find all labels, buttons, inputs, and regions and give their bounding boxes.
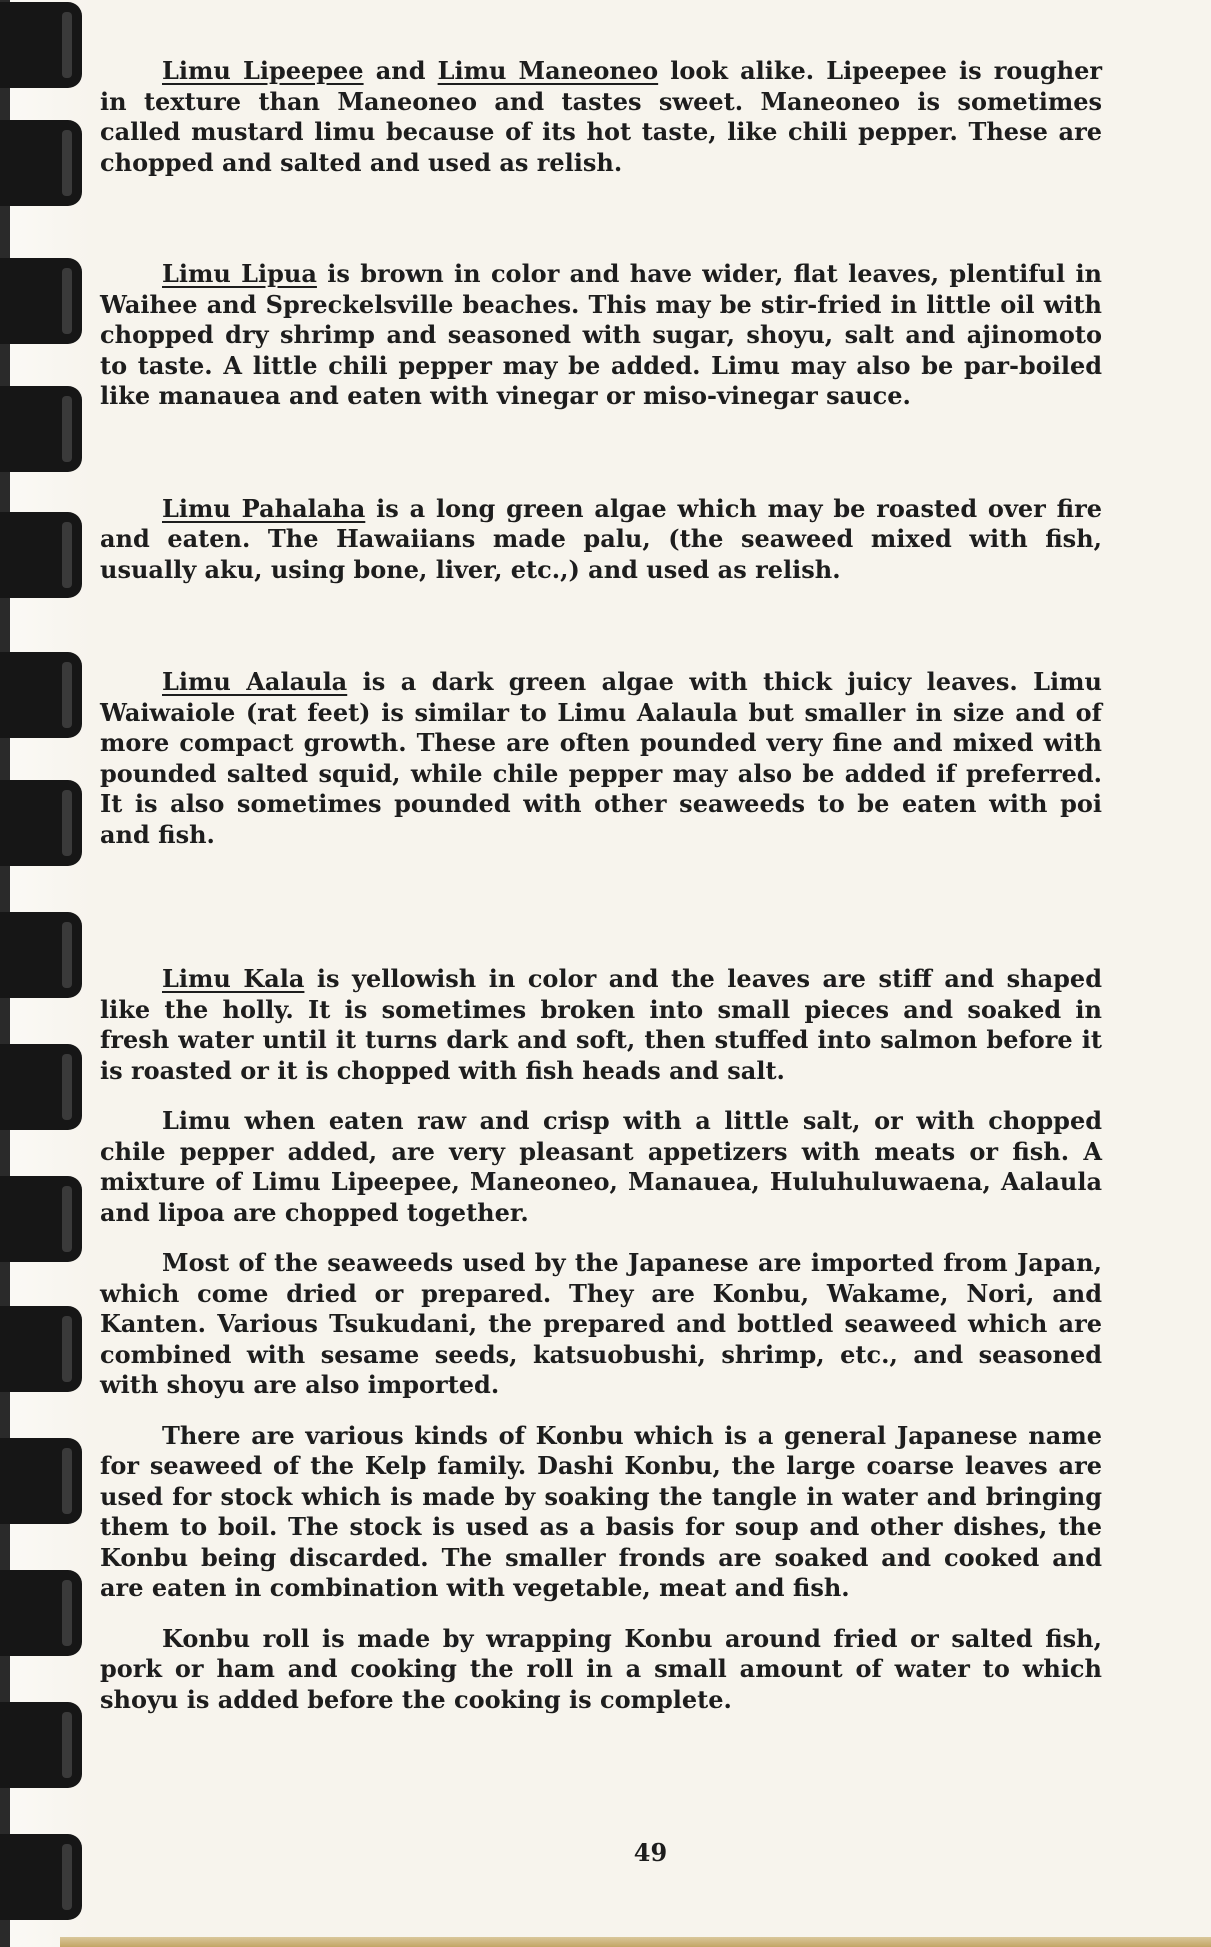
paragraph-lipua [100, 259, 1102, 412]
binding-coil [0, 780, 82, 866]
term-limu-maneoneo: Limu Maneoneo [437, 56, 659, 85]
paragraph-text: and [363, 56, 438, 85]
paragraph-aalaula [100, 667, 1102, 850]
binding-coil [0, 652, 82, 738]
page-body [100, 56, 1102, 1715]
paragraph-text: Konbu roll is made by wrapping Konbu around fried or salted fish, pork or ham and cooking the roll in a small amount of water to which shoyu is added before the cooking is complete. [100, 1623, 1102, 1714]
term-limu-aalaula: Limu Aalaula [162, 667, 348, 696]
paragraph-lipeepee [100, 56, 1102, 178]
binding-coil [0, 1176, 82, 1262]
paragraph-text: is a dark green algae with thick juicy leaves. Limu Waiwaiole (rat feet) is similar to Limu Aalaula but smaller in size and of more compact growth. These are often pounded very fine and mixed with pounded salted squid, while chile pepper may also be added if preferred. It is also sometimes pounded with other seaweeds to be eaten with poi and fish. [100, 667, 1102, 849]
page-number: 49 [633, 1838, 668, 1867]
binding-coil [0, 512, 82, 598]
paragraph-text: There are various kinds of Konbu which is a general Japanese name for seaweed of the Kelp family. Dashi Konbu, the large coarse leaves are used for stock which is made by soaking the tangle in water and bringing them to boil. The stock is used as a basis for soup and other dishes, the Konbu being discarded. The smaller fronds are soaked and cooked and are eaten in combination with vegetable, meat and fish. [100, 1420, 1102, 1602]
binding-coil [0, 1570, 82, 1656]
paragraph-text: is brown in color and have wider, flat leaves, plentiful in Waihee and Spreckelsville beaches. This may be stir-fried in little oil with chopped dry shrimp and seasoned with sugar, shoyu, salt and ajinomoto to taste. A little chili pepper may be added. Limu may also be par-boiled like manauea and eaten with vinegar or miso-vinegar sauce. [100, 259, 1103, 410]
binding-coil [0, 912, 82, 998]
binding-coil [0, 2, 82, 88]
paragraph-kala [100, 964, 1102, 1086]
binding-coil [0, 1044, 82, 1130]
term-limu-lipua: Limu Lipua [162, 259, 317, 288]
page-bottom-edge [60, 1937, 1211, 1947]
paragraph-pahalaha [100, 494, 1102, 586]
binding-coil [0, 1306, 82, 1392]
paragraph-konbu-roll [100, 1624, 1102, 1716]
term-limu-pahalaha: Limu Pahalaha [162, 493, 366, 523]
paragraph-text: look alike. Lipeepee is rougher in texture than Maneoneo and tastes sweet. Maneoneo is sometimes called mustard limu because of its hot taste, like chili pepper. These are chopped and salted and used as relish. [100, 56, 1103, 177]
binding-coil [0, 258, 82, 344]
paragraph-text: is yellowish in color and the leaves are stiff and shaped like the holly. It is sometimes broken into small pieces and soaked in fresh water until it turns dark and soft, then stuffed into salmon before it is roasted or it is chopped with fish heads and salt. [100, 964, 1102, 1085]
binding-coil [0, 120, 82, 206]
paragraph-raw-limu [100, 1106, 1102, 1228]
binding-coil [0, 1438, 82, 1524]
paragraph-text: Limu when eaten raw and crisp with a little salt, or with chopped chile pepper added, are very pleasant appetizers with meats or fish. A mixture of Limu Lipeepee, Maneoneo, Manauea, Huluhuluwaena, Aalaula and lipoa are chopped together. [100, 1106, 1102, 1227]
spiral-binding [0, 0, 90, 1947]
binding-coil [0, 386, 82, 472]
term-limu-lipeepee: Limu Lipeepee [162, 56, 364, 85]
paragraph-text: is a long green algae which may be roasted over fire and eaten. The Hawaiians made palu, (the seaweed mixed with fish, usually aku, using bone, liver, etc.,) and used as relish. [100, 493, 1102, 584]
paragraph-text: Most of the seaweeds used by the Japanese are imported from Japan, which come dried or prepared. They are Konbu, Wakame, Nori, and Kanten. Various Tsukudani, the prepared and bottled seaweed which are combined with sesame seeds, katsuobushi, shrimp, etc., and seasoned with shoyu are also imported. [100, 1248, 1102, 1399]
binding-coil [0, 1702, 82, 1788]
term-limu-kala: Limu Kala [162, 964, 305, 993]
paragraph-konbu [100, 1421, 1102, 1604]
paragraph-japanese-seaweeds [100, 1248, 1102, 1401]
